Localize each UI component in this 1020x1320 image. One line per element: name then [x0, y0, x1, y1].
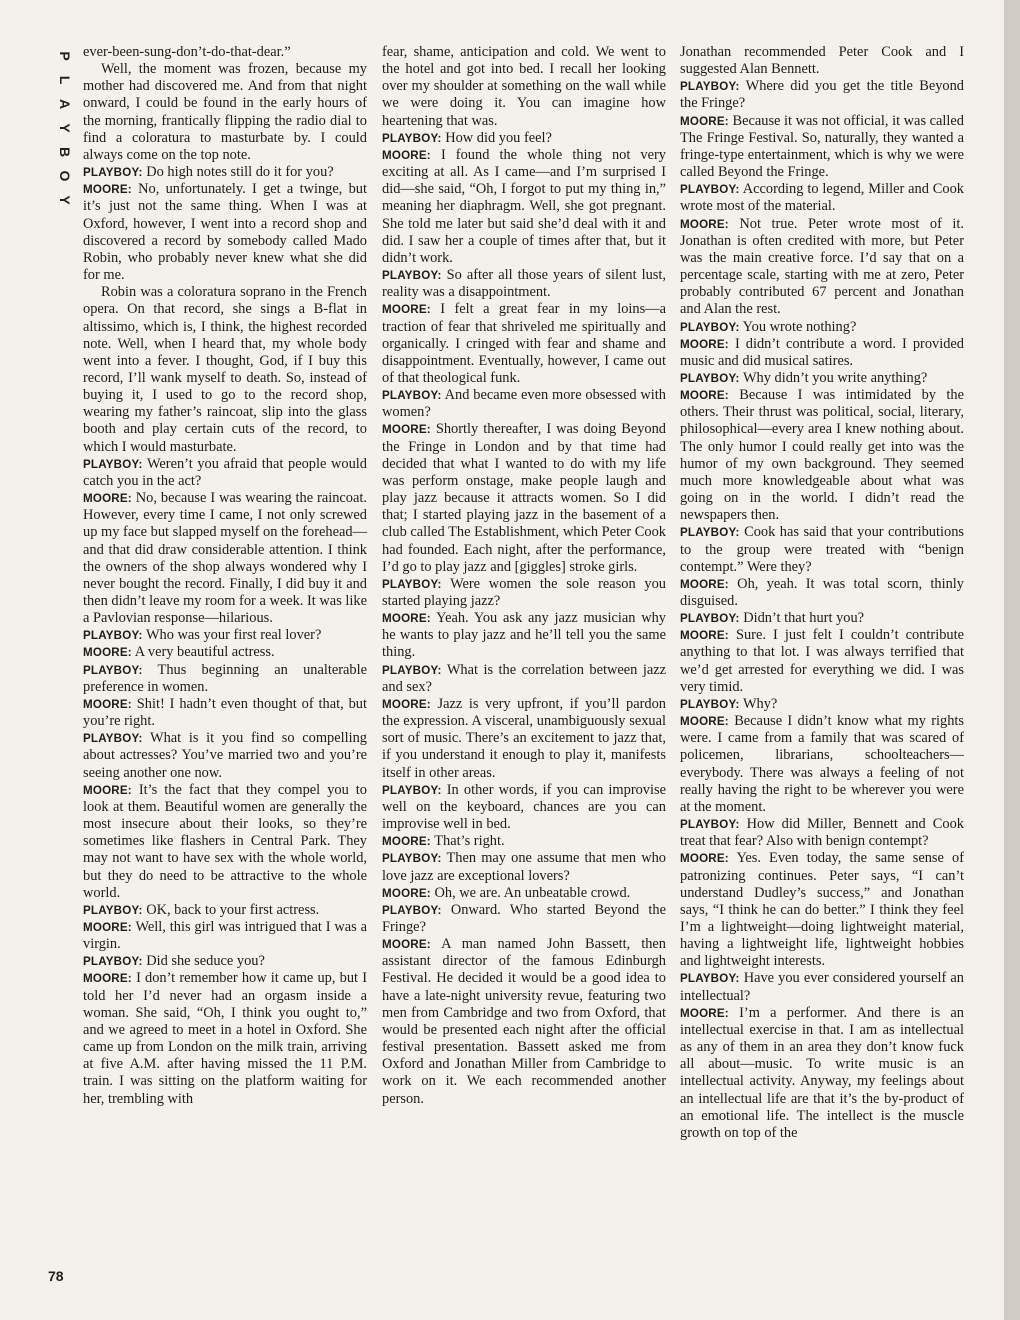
dialogue-paragraph	[382, 301, 666, 387]
paragraph-text: Because I was intimidated by the others. Their thrust was political, social, literary, philosophical—every area I knew nothing about. The only humor I could really get into was the humor of my own background. They seemed much more knowledgeable about what was going on in the world. I didn’t read the newspapers then.	[680, 387, 964, 524]
speaker-label: PLAYBOY:	[680, 320, 740, 334]
dialogue-paragraph	[382, 885, 666, 902]
dialogue-paragraph	[680, 181, 964, 215]
speaker-label: PLAYBOY:	[382, 852, 442, 866]
speaker-label: MOORE:	[382, 303, 431, 317]
page-number: 78	[48, 1268, 64, 1284]
paragraph-text: Did she seduce you?	[146, 953, 265, 970]
speaker-label: PLAYBOY:	[382, 783, 442, 797]
paragraph-text: Onward. Who started Beyond the Fringe?	[382, 901, 666, 935]
paragraph-text: And became even more obsessed with women?	[382, 387, 666, 421]
paragraph-text: Shortly thereafter, I was doing Beyond the Fringe in London and by that time had decided that what I wanted to do with my life was perform onstage, make people laugh and play jazz because it attracts women. So I did that; I started playing jazz in the basement of a club called The Establishment, which Peter Cook had founded. Each night, after the performance, I’d go to play jazz and [giggles] stroke girls.	[382, 421, 666, 575]
paragraph-text: No, unfortunately. I get a twinge, but it’s just not the same thing. When I was at Oxford, however, I went into a record shop and discovered a record by somebody called Mado Robin, who probably never knew what she did for me.	[83, 181, 367, 284]
speaker-label: PLAYBOY:	[680, 612, 740, 626]
speaker-label: PLAYBOY:	[680, 80, 740, 94]
paragraph-text: Then may one assume that men who love jazz are exceptional lovers?	[382, 850, 666, 884]
paragraph-text: How did Miller, Bennett and Cook treat that fear? Also with benign contempt?	[680, 816, 964, 850]
dialogue-paragraph	[680, 78, 964, 112]
paragraph-text: Why didn’t you write anything?	[742, 369, 928, 386]
dialogue-paragraph	[680, 336, 964, 370]
dialogue-paragraph	[83, 696, 367, 730]
paragraph-text: It’s the fact that they compel you to look at them. Beautiful women are generally the most insecure about their looks, so they’re sometimes like flashers in Central Park. They may not want to have sex with the whole world, but they do need to be attractive to the whole world.	[83, 781, 367, 901]
paragraph-text: ever-been-sung-don’t-do-that-dear.”	[83, 44, 291, 60]
dialogue-paragraph	[382, 936, 666, 1108]
paragraph-text: Weren’t you afraid that people would catch you in the act?	[83, 455, 367, 489]
speaker-label: MOORE:	[382, 697, 431, 711]
paragraph-text: Because I didn’t know what my rights were. I came from a family that was scared of policemen, librarians, schoolteachers—everybody. There was always a feeling of not really having the right to be wherever you were at the moment.	[680, 713, 964, 815]
paragraph-text: In other words, if you can improvise well on the keyboard, chances are you can improvise well in bed.	[382, 781, 666, 833]
speaker-label: MOORE:	[83, 183, 132, 197]
speaker-label: MOORE:	[83, 646, 132, 660]
dialogue-paragraph	[382, 782, 666, 833]
page-edge-shadow	[1004, 0, 1020, 1320]
speaker-label: MOORE:	[382, 148, 431, 162]
speaker-label: MOORE:	[680, 715, 729, 729]
paragraph-text: That’s right.	[434, 833, 505, 850]
speaker-label: MOORE:	[83, 492, 132, 506]
dialogue-paragraph	[382, 610, 666, 661]
speaker-label: MOORE:	[680, 114, 729, 128]
body-paragraph	[83, 44, 367, 61]
dialogue-paragraph	[382, 576, 666, 610]
dialogue-paragraph	[680, 816, 964, 850]
speaker-label: PLAYBOY:	[680, 526, 740, 540]
masthead-letter: A	[57, 98, 73, 110]
dialogue-paragraph	[680, 370, 964, 387]
paragraph-text: Yeah. You ask any jazz musician why he wants to play jazz and he’ll tell you the same thing.	[382, 610, 666, 661]
paragraph-text: I don’t remember how it came up, but I told her I’d never had an orgasm inside a woman. She said, “Oh, I think you ought to,” and we agreed to meet in a hotel in Oxford. She came up from London on the milk train, arriving at five A.M. after having missed the 11 P.M. train. I was sitting on the platform waiting for her, trembling with	[83, 970, 367, 1107]
text-column-3	[680, 44, 964, 1294]
body-paragraph	[83, 61, 367, 164]
speaker-label: MOORE:	[382, 612, 431, 626]
speaker-label: PLAYBOY:	[83, 629, 143, 643]
masthead-letter: B	[57, 146, 73, 158]
dialogue-paragraph	[382, 696, 666, 782]
paragraph-text: I didn’t contribute a word. I provided music and did musical satires.	[680, 335, 964, 369]
dialogue-paragraph	[680, 627, 964, 696]
text-column-2	[382, 44, 666, 1294]
dialogue-paragraph	[680, 970, 964, 1004]
paragraph-text: Oh, we are. An unbeatable crowd.	[434, 884, 631, 901]
speaker-label: MOORE:	[680, 217, 729, 231]
speaker-label: PLAYBOY:	[680, 818, 740, 832]
paragraph-text: A very beautiful actress.	[134, 644, 275, 661]
paragraph-text: Yes. Even today, the same sense of patronizing continues. Peter says, “I can’t understand Dudley’s success,” and Jonathan says, “I think he can do better.” I think they feel I’m a lightweight—doing lightweight material, having a lightweight life, lightweight hobbies and lightweight interests.	[680, 850, 964, 970]
speaker-label: MOORE:	[382, 938, 431, 952]
masthead-letter: L	[57, 75, 73, 85]
speaker-label: MOORE:	[680, 337, 729, 351]
speaker-label: MOORE:	[680, 1006, 729, 1020]
paragraph-text: Have you ever considered yourself an intellectual?	[680, 970, 964, 1004]
masthead-letter: Y	[57, 123, 73, 133]
paragraph-text: Oh, yeah. It was total scorn, thinly disguised.	[680, 575, 964, 609]
paragraph-text: No, because I was wearing the raincoat. However, every time I came, I not only screwed up my face but slapped myself on the forehead—and that did draw considerable attention. I think the owners of the shop always wondered why I never bought the record. Finally, I did buy it and then didn’t leave my room for a week. It was like a Pavlovian response—hilarious.	[83, 490, 367, 627]
speaker-label: MOORE:	[382, 886, 431, 900]
body-paragraph	[680, 44, 964, 78]
speaker-label: PLAYBOY:	[680, 371, 740, 385]
speaker-label: MOORE:	[680, 629, 729, 643]
dialogue-paragraph	[83, 662, 367, 696]
dialogue-paragraph	[680, 319, 964, 336]
dialogue-paragraph	[680, 216, 964, 319]
dialogue-paragraph	[680, 113, 964, 182]
paragraph-text: I found the whole thing not very exciting at all. As I came—and I’m surprised I did—she said, “Oh, I forgot to put my thing in,” meaning her diaphragm. Well, she got pregnant. She told me later but said she’d deal with it and did. I saw her a couple of times after that, but it didn’t work.	[382, 146, 666, 266]
speaker-label: PLAYBOY:	[382, 903, 442, 917]
dialogue-paragraph	[83, 456, 367, 490]
speaker-label: MOORE:	[382, 835, 431, 849]
paragraph-text: How did you feel?	[445, 129, 552, 146]
dialogue-paragraph	[382, 130, 666, 147]
speaker-label: PLAYBOY:	[382, 269, 442, 283]
paragraph-text: Jonathan recommended Peter Cook and I suggested Alan Bennett.	[680, 44, 964, 78]
speaker-label: PLAYBOY:	[680, 183, 740, 197]
dialogue-paragraph	[382, 147, 666, 267]
paragraph-text: Cook has said that your contributions to the group were treated with “benign contempt.” Were they?	[680, 524, 964, 575]
dialogue-paragraph	[382, 902, 666, 936]
speaker-label: MOORE:	[83, 972, 132, 986]
speaker-label: PLAYBOY:	[83, 166, 143, 180]
dialogue-paragraph	[382, 387, 666, 421]
speaker-label: MOORE:	[680, 577, 729, 591]
dialogue-paragraph	[83, 490, 367, 627]
paragraph-text: Who was your first real lover?	[145, 627, 322, 644]
paragraph-text: What is it you find so compelling about actresses? You’ve married two and you’re seeing another one now.	[83, 730, 367, 781]
paragraph-text: So after all those years of silent lust, reality was a disappointment.	[382, 267, 666, 301]
dialogue-paragraph	[680, 576, 964, 610]
paragraph-text: Didn’t that hurt you?	[743, 610, 865, 627]
speaker-label: PLAYBOY:	[83, 955, 143, 969]
dialogue-paragraph	[83, 953, 367, 970]
dialogue-paragraph	[382, 267, 666, 301]
playboy-masthead	[50, 44, 73, 212]
text-column-1	[83, 44, 367, 1294]
paragraph-text: Shit! I hadn’t even thought of that, but you’re right.	[83, 695, 367, 730]
masthead-letter: O	[57, 170, 73, 182]
speaker-label: PLAYBOY:	[382, 131, 442, 145]
paragraph-text: What is the correlation between jazz and sex?	[382, 661, 666, 695]
speaker-label: PLAYBOY:	[382, 389, 442, 403]
paragraph-text: Jazz is very upfront, if you’ll pardon the expression. A visceral, unambiguously sexual sort of music. There’s an excitement to jazz that, if you understand it enough to play it, manifests itself in other areas.	[382, 695, 666, 781]
speaker-label: MOORE:	[680, 389, 729, 403]
paragraph-text: OK, back to your first actress.	[146, 901, 320, 918]
masthead-letter: P	[57, 51, 73, 61]
paragraph-text: Where did you get the title Beyond the Fringe?	[680, 78, 964, 112]
paragraph-text: fear, shame, anticipation and cold. We went to the hotel and got into bed. I recall her looking over my shoulder at something on the wall while we were doing it. You can imagine how heartening that was.	[382, 44, 666, 129]
speaker-label: MOORE:	[83, 783, 132, 797]
paragraph-text: Because it was not official, it was called The Fringe Festival. So, naturally, they wanted a fringe-type entertainment, which is why we were called Beyond the Fringe.	[680, 112, 964, 181]
dialogue-paragraph	[382, 850, 666, 884]
speaker-label: PLAYBOY:	[382, 577, 442, 591]
dialogue-paragraph	[83, 181, 367, 284]
dialogue-paragraph	[83, 730, 367, 781]
body-paragraph	[83, 284, 367, 456]
speaker-label: PLAYBOY:	[83, 903, 143, 917]
dialogue-paragraph	[83, 970, 367, 1107]
dialogue-paragraph	[83, 644, 367, 661]
paragraph-text: A man named John Bassett, then assistant director of the famous Edinburgh Festival. He decided it would be a good idea to have a late-night university revue, featuring two men from Cambridge and two from Oxford, that would be presented each night after the official festival presentation. Bassett asked me from Oxford and Jonathan Miller from Cambridge to work on it. We each recommended another person.	[382, 936, 666, 1107]
dialogue-paragraph	[83, 627, 367, 644]
speaker-label: PLAYBOY:	[382, 663, 442, 677]
speaker-label: MOORE:	[680, 852, 729, 866]
paragraph-text: Robin was a coloratura soprano in the French opera. On that record, she sings a B-flat in altissimo, which is, I think, the highest recorded note. Well, when I heard that, my whole body went into a fever. I thought, God, if I buy this record, I’ll wank myself to death. So, instead of buying it, I used to go to the record shop, wearing my father’s raincoat, slip into the glass booth and play certain cuts of the record, to which I would masturbate.	[83, 284, 367, 455]
speaker-label: PLAYBOY:	[83, 732, 143, 746]
paragraph-text: Were women the sole reason you started playing jazz?	[382, 575, 666, 609]
speaker-label: PLAYBOY:	[83, 663, 143, 677]
paragraph-text: You wrote nothing?	[742, 318, 857, 335]
speaker-label: MOORE:	[382, 423, 431, 437]
body-paragraph	[382, 44, 666, 130]
masthead-letter: Y	[57, 195, 73, 205]
dialogue-paragraph	[83, 164, 367, 181]
paragraph-text: Not true. Peter wrote most of it. Jonathan is often credited with more, but Peter was the main creative force. I’d say that on a percentage scale, starting with me at zero, Peter probably contributed 67 percent and Jonathan and Alan the rest.	[680, 215, 964, 318]
paragraph-text: Well, this girl was intrigued that I was a virgin.	[83, 918, 367, 953]
paragraph-text: Sure. I just felt I couldn’t contribute anything to that lot. I was always terrified that we’d get arrested for everything we did. I was very timid.	[680, 627, 964, 695]
speaker-label: MOORE:	[83, 697, 132, 711]
dialogue-paragraph	[680, 713, 964, 816]
dialogue-paragraph	[680, 1005, 964, 1142]
dialogue-paragraph	[382, 833, 666, 850]
dialogue-paragraph	[83, 919, 367, 953]
dialogue-paragraph	[83, 902, 367, 919]
speaker-label: PLAYBOY:	[680, 697, 740, 711]
dialogue-paragraph	[680, 610, 964, 627]
speaker-label: PLAYBOY:	[680, 972, 740, 986]
paragraph-text: I felt a great fear in my loins—a traction of fear that shriveled me spiritually and organically. I cringed with fear and shame and disappointment. Eventually, however, I came out of that theological funk.	[382, 301, 666, 386]
paragraph-text: Do high notes still do it for you?	[146, 164, 334, 181]
paragraph-text: Well, the moment was frozen, because my mother had discovered me. And from that night onward, I could be found in the early hours of the morning, frantically flipping the radio dial to find a coloratura to masturbate by. I could always come on the top note.	[83, 61, 367, 163]
paragraph-text: Thus beginning an unalterable preference in women.	[83, 661, 367, 695]
paragraph-text: According to legend, Miller and Cook wrote most of the material.	[680, 181, 964, 215]
dialogue-paragraph	[680, 387, 964, 524]
dialogue-paragraph	[680, 850, 964, 970]
dialogue-paragraph	[680, 524, 964, 575]
speaker-label: PLAYBOY:	[83, 457, 143, 471]
dialogue-paragraph	[83, 782, 367, 902]
dialogue-paragraph	[382, 662, 666, 696]
paragraph-text: I’m a performer. And there is an intellectual exercise in that. I am as intellectual as any of them in an area they don’t know fuck all about—music. To write music is an intellectual activity. Anyway, my feelings about an intellectual life are that it’s the by-product of an emotional life. The intellect is the muscle growth on top of the	[680, 1004, 964, 1141]
dialogue-paragraph	[382, 421, 666, 575]
dialogue-paragraph	[680, 696, 964, 713]
paragraph-text: Why?	[742, 695, 778, 712]
speaker-label: MOORE:	[83, 920, 132, 934]
